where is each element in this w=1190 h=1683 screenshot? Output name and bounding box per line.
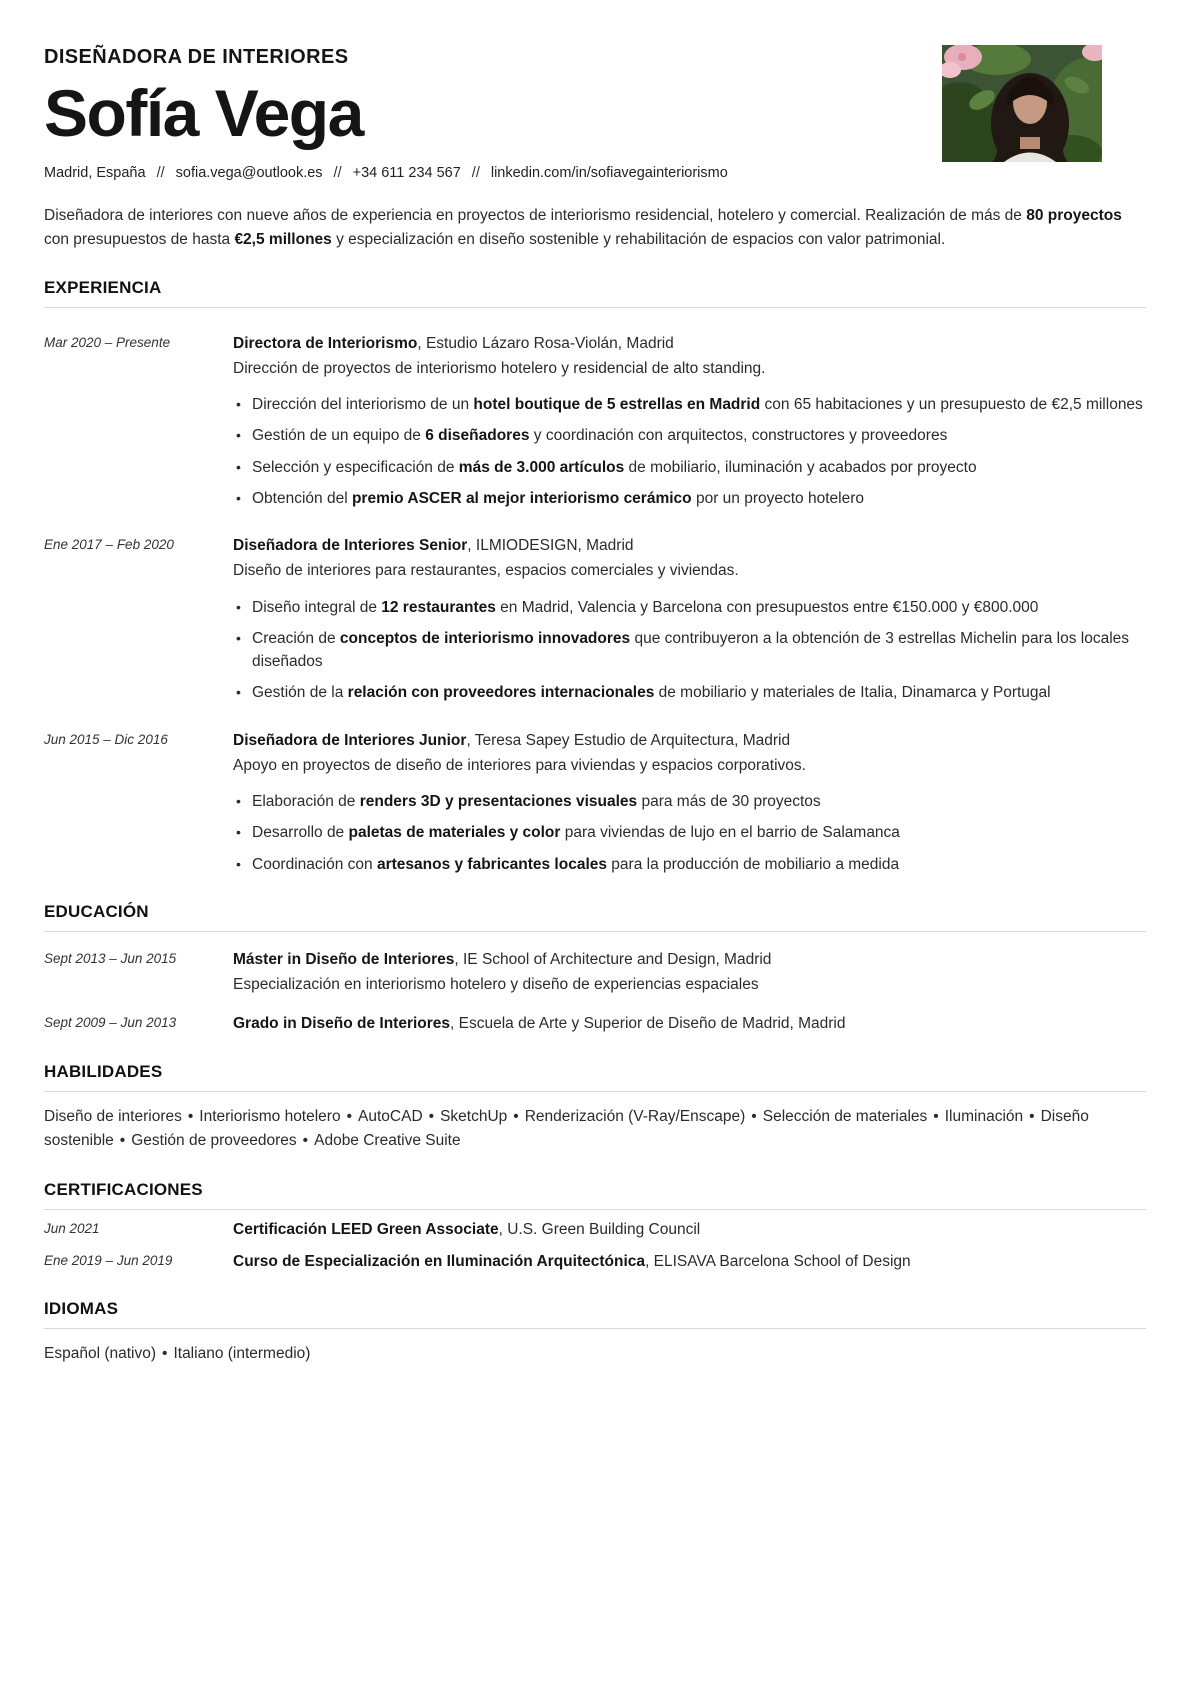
- list-item: SketchUp: [440, 1107, 508, 1125]
- bullet-item: [233, 393, 1146, 416]
- bullet-text: [252, 821, 1146, 844]
- text: Selección y especificación de: [252, 458, 459, 476]
- entry: [44, 1250, 1146, 1273]
- bullet-text: [252, 627, 1146, 674]
- section-divider: [44, 307, 1146, 308]
- bold-text: €2,5 millones: [234, 230, 332, 248]
- list-item: AutoCAD: [358, 1107, 423, 1125]
- text: y coordinación con arquitectos, constructores y proveedores: [529, 427, 948, 445]
- entry-title-line: [233, 729, 1146, 752]
- entry-description: Dirección de proyectos de interiorismo hotelero y residencial de alto standing.: [233, 359, 766, 377]
- resume-sections: [44, 278, 1146, 1367]
- list-separator: •: [513, 1107, 519, 1125]
- entry: [44, 534, 1146, 705]
- bullet-text: [252, 424, 1146, 447]
- bold-text: artesanos y fabricantes locales: [376, 855, 607, 873]
- profile-photo-illustration: [942, 45, 1102, 162]
- entry-body: [233, 534, 1146, 705]
- text: Desarrollo de: [252, 824, 349, 842]
- bold-text: 12 restaurantes: [381, 598, 496, 616]
- entry-organization: , U.S. Green Building Council: [498, 1221, 701, 1239]
- contact-item: +34 611 234 567: [352, 164, 461, 181]
- entry-organization: , ILMIODESIGN, Madrid: [467, 537, 634, 555]
- entry-title-line: [233, 534, 1146, 557]
- section-skills: [44, 1062, 1146, 1155]
- entry-title: Grado in Diseño de Interiores: [233, 1015, 451, 1033]
- entry-title: Curso de Especialización en Iluminación Arquitectónica: [233, 1252, 645, 1270]
- entry: [44, 1218, 1146, 1241]
- entry-date: Ene 2019 – Jun 2019: [44, 1252, 173, 1268]
- bullet-item: [233, 487, 1146, 510]
- bold-text: hotel boutique de 5 estrellas en Madrid: [473, 396, 761, 414]
- entry-date: Sept 2013 – Jun 2015: [44, 950, 177, 966]
- bold-text: conceptos de interiorismo innovadores: [339, 629, 631, 647]
- text: para más de 30 proyectos: [637, 793, 821, 811]
- profile-photo: [942, 45, 1102, 162]
- entry-organization: , Teresa Sapey Estudio de Arquitectura, Madrid: [466, 731, 791, 749]
- entry: [44, 729, 1146, 876]
- text: Obtención del: [252, 489, 352, 507]
- list-item: Iluminación: [944, 1107, 1024, 1125]
- bullet-marker: •: [236, 684, 241, 701]
- bullet-text: [252, 681, 1146, 704]
- entry-description: Apoyo en proyectos de diseño de interiores para viviendas y espacios corporativos.: [233, 756, 806, 774]
- timeline-education: [44, 948, 1146, 1036]
- text: Diseño integral de: [252, 598, 382, 616]
- entry-bullets: [233, 596, 1146, 705]
- summary-paragraph: [44, 204, 1146, 252]
- text: Creación de: [252, 629, 340, 647]
- list-skills: [44, 1105, 1146, 1155]
- entry-title: Máster in Diseño de Interiores: [233, 950, 455, 968]
- bullet-item: [233, 681, 1146, 704]
- section-certifications: [44, 1180, 1146, 1273]
- list-item: Adobe Creative Suite: [314, 1132, 461, 1150]
- contact-item: Madrid, España: [44, 164, 146, 181]
- list-item: Diseño sostenible: [44, 1107, 1089, 1150]
- contact-separator: //: [471, 164, 480, 181]
- bullet-item: [233, 821, 1146, 844]
- list-item: Español (nativo): [44, 1344, 157, 1362]
- entry-body: [233, 1218, 1146, 1241]
- bullet-marker: •: [236, 793, 241, 810]
- entry-organization: , ELISAVA Barcelona School of Design: [645, 1252, 911, 1270]
- bullet-marker: •: [236, 458, 241, 475]
- bullet-text: [252, 487, 1146, 510]
- text: con 65 habitaciones y un presupuesto de €2,5 millones: [760, 396, 1143, 414]
- bullet-item: [233, 790, 1146, 813]
- role-title: DISEÑADORA DE INTERIORES: [44, 46, 349, 68]
- text: que contribuyeron a la obtención de 3 estrellas Michelin para los locales diseñados: [252, 629, 1130, 671]
- section-divider: [44, 931, 1146, 932]
- section-heading-education: EDUCACIÓN: [44, 901, 149, 921]
- entry: [44, 1012, 1146, 1035]
- list-separator: •: [187, 1107, 194, 1125]
- section-education: [44, 902, 1146, 1036]
- timeline-certifications: [44, 1218, 1146, 1273]
- bullet-text: [252, 596, 1146, 619]
- entry-title-line: [233, 332, 1146, 355]
- text: Elaboración de: [252, 793, 360, 811]
- section-divider: [44, 1209, 1146, 1210]
- section-heading-certifications: CERTIFICACIONES: [44, 1180, 203, 1200]
- entry-title-line: [233, 1218, 1146, 1241]
- entry-date: Jun 2021: [44, 1221, 100, 1237]
- entry-title: Diseñadora de Interiores Senior: [233, 537, 468, 555]
- contact-line: [44, 165, 1146, 181]
- entry-title: Diseñadora de Interiores Junior: [233, 731, 467, 749]
- section-experience: [44, 278, 1146, 876]
- text: con presupuestos de hasta: [44, 230, 235, 248]
- bold-text: paletas de materiales y color: [348, 824, 561, 842]
- entry-title: Certificación LEED Green Associate: [233, 1221, 499, 1239]
- list-languages: [44, 1342, 1146, 1367]
- text: de mobiliario y materiales de Italia, Dinamarca y Portugal: [654, 684, 1051, 702]
- bold-text: premio ASCER al mejor interiorismo cerámico: [351, 489, 692, 507]
- list-separator: •: [751, 1107, 757, 1125]
- entry-date: Mar 2020 – Presente: [44, 334, 171, 350]
- list-separator: •: [933, 1107, 939, 1125]
- list-separator: •: [1029, 1107, 1035, 1125]
- text: para la producción de mobiliario a medida: [607, 855, 900, 873]
- person-name: Sofía Vega: [44, 76, 363, 150]
- entry-body: [233, 1250, 1146, 1273]
- entry-organization: , IE School of Architecture and Design, Madrid: [454, 950, 772, 968]
- contact-item: sofia.vega@outlook.es: [175, 164, 323, 181]
- entry-body: [233, 948, 1146, 997]
- entry-date: Jun 2015 – Dic 2016: [44, 731, 168, 747]
- entry: [44, 948, 1146, 997]
- entry-body: [233, 332, 1146, 511]
- bullet-text: [252, 456, 1146, 479]
- resume-header: [44, 46, 1146, 181]
- list-separator: •: [119, 1132, 126, 1150]
- entry-date: Ene 2017 – Feb 2020: [44, 537, 174, 553]
- entry-title-line: [233, 1250, 1146, 1273]
- section-heading-skills: HABILIDADES: [44, 1061, 163, 1081]
- entry-bullets: [233, 393, 1146, 510]
- entry-body: [233, 1012, 1146, 1035]
- entry-description: Diseño de interiores para restaurantes, espacios comerciales y viviendas.: [233, 562, 739, 580]
- text: en Madrid, Valencia y Barcelona con presupuestos entre €150.000 y €800.000: [495, 598, 1039, 616]
- entry-title-line: [233, 1012, 1146, 1035]
- entry-description: Especialización en interiorismo hotelero y diseño de experiencias espaciales: [233, 976, 759, 994]
- list-item: Diseño de interiores: [44, 1107, 182, 1125]
- bold-text: renders 3D y presentaciones visuales: [359, 793, 638, 811]
- text: y especialización en diseño sostenible y rehabilitación de espacios con valor patrimonial.: [331, 230, 946, 248]
- bold-text: 6 diseñadores: [425, 427, 530, 445]
- text: Gestión de un equipo de: [252, 427, 426, 445]
- entry-organization: , Escuela de Arte y Superior de Diseño de Madrid, Madrid: [450, 1015, 846, 1033]
- bullet-text: [252, 393, 1146, 416]
- section-divider: [44, 1328, 1146, 1329]
- contact-separator: //: [333, 164, 342, 181]
- bullet-item: [233, 424, 1146, 447]
- timeline-experience: [44, 332, 1146, 876]
- text: Dirección del interiorismo de un: [252, 396, 474, 414]
- entry-title: Directora de Interiorismo: [233, 334, 418, 352]
- section-languages: [44, 1299, 1146, 1367]
- text: para viviendas de lujo en el barrio de Salamanca: [560, 824, 900, 842]
- text: Diseñadora de interiores con nueve años de experiencia en proyectos de interiorismo residencial, hotelero y comercial. Realización de más de: [44, 206, 1027, 224]
- contact-item: linkedin.com/in/sofiavegainteriorismo: [490, 164, 728, 181]
- entry-body: [233, 729, 1146, 876]
- entry-bullets: [233, 790, 1146, 876]
- text: Coordinación con: [252, 855, 377, 873]
- bullet-text: [252, 790, 1146, 813]
- bullet-text: [252, 853, 1146, 876]
- bullet-marker: •: [236, 489, 241, 506]
- bullet-item: [233, 596, 1146, 619]
- text: Gestión de la: [252, 684, 348, 702]
- bold-text: 80 proyectos: [1026, 206, 1122, 224]
- list-item: Interiorismo hotelero: [199, 1107, 341, 1125]
- bullet-marker: •: [236, 855, 241, 872]
- list-separator: •: [162, 1344, 168, 1362]
- entry-title-line: [233, 948, 1146, 971]
- text: por un proyecto hotelero: [691, 489, 864, 507]
- bullet-item: [233, 627, 1146, 674]
- bullet-marker: •: [236, 629, 241, 646]
- bullet-marker: •: [236, 427, 241, 444]
- text: de mobiliario, iluminación y acabados por proyecto: [624, 458, 977, 476]
- section-heading-experience: EXPERIENCIA: [44, 277, 162, 297]
- entry: [44, 332, 1146, 511]
- list-separator: •: [428, 1107, 435, 1125]
- list-item: Selección de materiales: [762, 1107, 928, 1125]
- list-separator: •: [302, 1132, 309, 1150]
- list-item: Renderización (V-Ray/Enscape): [524, 1107, 746, 1125]
- bullet-marker: •: [236, 396, 241, 413]
- bold-text: más de 3.000 artículos: [458, 458, 625, 476]
- entry-organization: , Estudio Lázaro Rosa-Violán, Madrid: [417, 334, 674, 352]
- list-separator: •: [346, 1107, 353, 1125]
- entry-date: Sept 2009 – Jun 2013: [44, 1015, 177, 1031]
- list-item: Italiano (intermedio): [173, 1344, 311, 1362]
- bullet-marker: •: [236, 824, 241, 841]
- bullet-item: [233, 456, 1146, 479]
- section-divider: [44, 1091, 1146, 1092]
- bullet-marker: •: [236, 598, 241, 615]
- section-heading-languages: IDIOMAS: [44, 1298, 119, 1318]
- bullet-item: [233, 853, 1146, 876]
- contact-separator: //: [156, 164, 165, 181]
- list-item: Gestión de proveedores: [131, 1132, 297, 1150]
- bold-text: relación con proveedores internacionales: [347, 684, 655, 702]
